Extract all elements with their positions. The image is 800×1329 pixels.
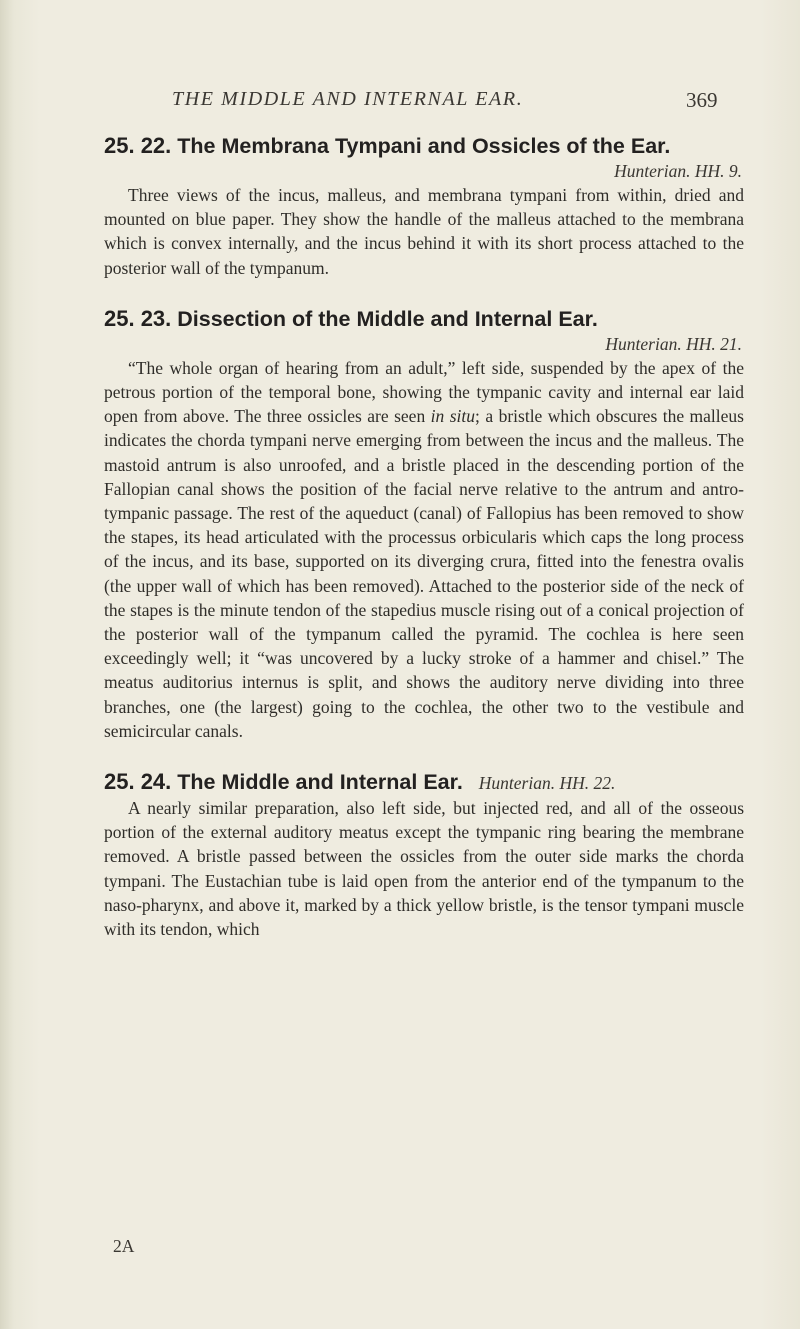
- entry-body: [104, 356, 744, 743]
- entry-title: The Middle and Internal Ear.: [177, 770, 463, 795]
- entry-25-23: [104, 306, 744, 743]
- entry-number: 25. 22.: [104, 133, 172, 158]
- signature-mark: 2A: [113, 1236, 135, 1256]
- page-content: [104, 133, 744, 941]
- page-number: 369: [686, 88, 718, 112]
- entry-body-part: ; a bristle which obscures the malleus indicates the chorda tympani nerve emerging from between the incus and the malleus. The mastoid antrum is also unroofed, and a bristle placed in the descending portion of the Fallopian canal shows the position of the facial nerve relative to the antrum and antro-tympanic passage. The rest of the aqueduct (canal) of Fallopius has been removed to show the stapes, its head articulated with the processus orbicularis which caps the long process of the incus, and its base, supported on its diverging crura, fitted into the fenestra ovalis (the upper wall of which has been removed). Attached to the posterior side of the neck of the stapes is the minute tendon of the stapedius muscle rising out of a conical projection of the posterior wall of the tympanum called the pyramid. The cochlea is here seen exceedingly well; it “was uncovered by a lucky stroke of a hammer and chisel.” The meatus auditorius internus is split, and shows the auditory nerve dividing into three branches, one (the largest) going to the cochlea, the other two to the vestibule and semicircular canals.: [104, 406, 744, 741]
- entry-heading: [104, 133, 744, 159]
- entry-heading: [104, 306, 744, 332]
- entry-number: 25. 24.: [104, 769, 172, 795]
- entry-source: Hunterian. HH. 9.: [614, 161, 742, 181]
- entry-body-part: “The whole organ of hearing from an adult,” left side, suspended by the apex of the petrous portion of the temporal bone, showing the tympanic cavity and internal ear laid open from above. The three ossicles are seen: [104, 357, 744, 427]
- entry-number: 25. 23.: [104, 305, 172, 331]
- entry-body: Three views of the incus, malleus, and membrana tympani from within, dried and mounted on blue paper. They show the handle of the malleus attached to the membrana which is convex internally, and the incus behind it with its short process attached to the posterior wall of the tympanum.: [104, 185, 744, 278]
- section-spacer: [104, 743, 744, 769]
- running-header: THE MIDDLE AND INTERNAL EAR.: [172, 88, 524, 110]
- entry-25-22: [104, 133, 744, 280]
- entry-title: Dissection of the Middle and Internal Ear.: [177, 306, 598, 331]
- entry-source: Hunterian. HH. 21.: [605, 333, 742, 354]
- entry-body: A nearly similar preparation, also left side, but injected red, and all of the osseous portion of the external auditory meatus except the tympanic ring bearing the membrane removed. A bristle passed between the ossicles from the outer side marks the chorda tympani. The Eustachian tube is laid open from the anterior end of the tympanum to the naso-pharynx, and above it, marked by a thick yellow bristle, is the tensor tympani muscle with its tendon, which: [104, 798, 744, 940]
- section-spacer: [104, 280, 744, 306]
- entry-title: The Membrana Tympani and Ossicles of the Ear.: [177, 134, 671, 158]
- entry-25-24: [104, 769, 744, 941]
- entry-body-italic: in situ: [430, 406, 476, 427]
- entry-heading: [104, 769, 744, 796]
- entry-source: Hunterian. HH. 22.: [478, 773, 616, 794]
